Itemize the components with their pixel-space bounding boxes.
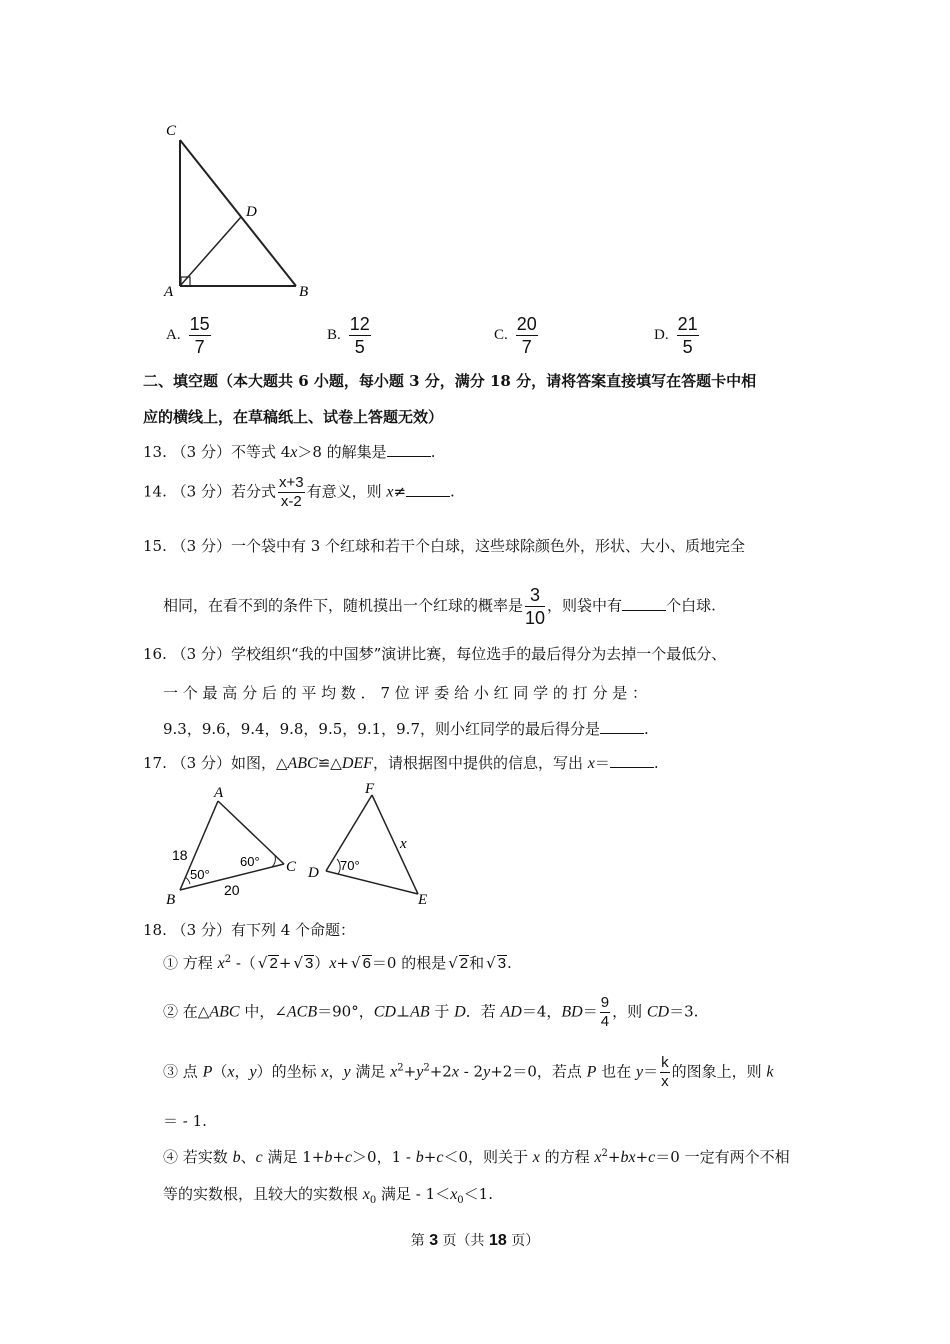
fraction: $\frac{3}{10}$ [525, 585, 546, 628]
label-b: B [166, 892, 176, 908]
question-18: 18. （3 分）有下列 4 个命题： [143, 921, 356, 939]
question-15-line-1: 15. （3 分）一个袋中有 3 个红球和若干个白球，这些球除颜色外，形状、大小、质地完全 [143, 537, 746, 555]
question-16-line-3: 9.3，9.6，9.4，9.8，9.5，9.1，9.7，则小红同学的最后得分是 . [163, 720, 649, 738]
answer-blank[interactable] [406, 484, 450, 497]
label-d: D [308, 865, 319, 881]
triangle-def [307, 781, 427, 908]
side-fe-length: x [400, 836, 407, 852]
answer-blank[interactable] [622, 598, 666, 611]
answer-blank[interactable] [387, 444, 431, 457]
choice-b: B. $\frac{12}{5}$ [327, 314, 370, 357]
proposition-3-line-2: ＝ - 1. [163, 1112, 207, 1130]
page-footer: 第 3 页（共 18 页） [410, 1232, 540, 1249]
label-a: A [214, 785, 224, 801]
angle-c: 60° [240, 854, 260, 869]
fraction: $\frac{12}{5}$ [349, 314, 370, 357]
segment-cb [180, 140, 296, 286]
angle-d: 70° [340, 858, 360, 873]
proposition-4-line-2: 等的实数根，且较大的实数根 $x_0$ 满足 - $1<x_0<1$. [163, 1185, 493, 1206]
choice-c: C. $\frac{20}{7}$ [494, 314, 537, 357]
section-title-line-2: 应的横线上，在草稿纸上、试卷上答题无效） [143, 408, 444, 426]
fraction: $\frac{9}{4}$ [600, 994, 610, 1030]
fraction: $\frac{20}{7}$ [516, 314, 537, 357]
fraction: $\frac{x+3}{x-2}$ [278, 474, 304, 510]
section-title-line-1: 二、填空题（本大题共 6 小题，每小题 3 分，满分 18 分，请将答案直接填写在答题卡中相 [143, 372, 757, 390]
fraction: $\frac{21}{5}$ [677, 314, 698, 357]
answer-blank[interactable] [610, 755, 654, 768]
proposition-4: ④ 若实数 b、c 满足 1+b+c＞0，1 - b+c＜0，则关于 x 的方程 $x^2+bx+c=0$ 一定有两个不相 [163, 1148, 790, 1166]
segment-ad [180, 217, 241, 286]
question-17: 17. （3 分）如图，△ABC≌△DEF，请根据图中提供的信息，写出 x＝ . [143, 754, 659, 772]
choice-d: D. $\frac{21}{5}$ [654, 314, 698, 357]
figure-congruent-triangles [160, 780, 450, 910]
proposition-1: ① 方程 $x^2$ -（ √ 2+ √ 3）x+ √ 6＝0 的根是 √ 2和 √ 3. [163, 954, 512, 972]
fraction: $\frac{k}{x}$ [661, 1054, 669, 1090]
question-13: 13. （3 分）不等式 4x＞8 的解集是 . [143, 443, 436, 461]
label-a: A [164, 284, 174, 300]
right-angle-mark [181, 277, 190, 286]
question-15-line-2: 相同，在看不到的条件下，随机摸出一个红球的概率是 $\frac{3}{10}$ ，则袋中有 个白球. [163, 585, 716, 628]
side-ab-length: 18 [172, 847, 188, 863]
side-bc-length: 20 [224, 882, 240, 898]
label-c: C [166, 123, 177, 139]
question-14: 14. （3 分）若分式 $\frac{x+3}{x-2}$ 有意义，则 x≠ . [143, 474, 455, 510]
fraction: $\frac{15}{7}$ [189, 314, 210, 357]
question-16-line-2: 一 个 最 高 分 后 的 平 均 数 ． 7 位 评 委 给 小 红 同 学 的 打 分 是 ： [163, 684, 647, 702]
triangle-abc [166, 785, 297, 908]
choice-a: A. $\frac{15}{7}$ [166, 314, 210, 357]
angle-b: 50° [190, 867, 210, 882]
label-e: E [418, 892, 428, 908]
answer-blank[interactable] [600, 721, 644, 734]
proposition-2: ② 在△ABC 中，∠ACB＝90°，CD⊥AB 于 D．若 AD＝4，BD＝ $\frac{9}{4}$ ，则 CD＝3. [163, 994, 699, 1030]
label-d: D [246, 204, 257, 220]
label-c: C [286, 859, 297, 875]
proposition-3: ③ 点 P（x，y）的坐标 x，y 满足 $x^2+y^2+2x - 2y+2=0$，若点 P 也在 y＝ $\frac{k}{x}$ 的图象上，则 k [163, 1054, 774, 1090]
label-f: F [365, 781, 375, 797]
label-b: B [299, 284, 309, 300]
question-16-line-1: 16. （3 分）学校组织“我的中国梦”演讲比赛，每位选手的最后得分为去掉一个最低分、 [143, 645, 727, 663]
figure-right-triangle [160, 118, 320, 303]
